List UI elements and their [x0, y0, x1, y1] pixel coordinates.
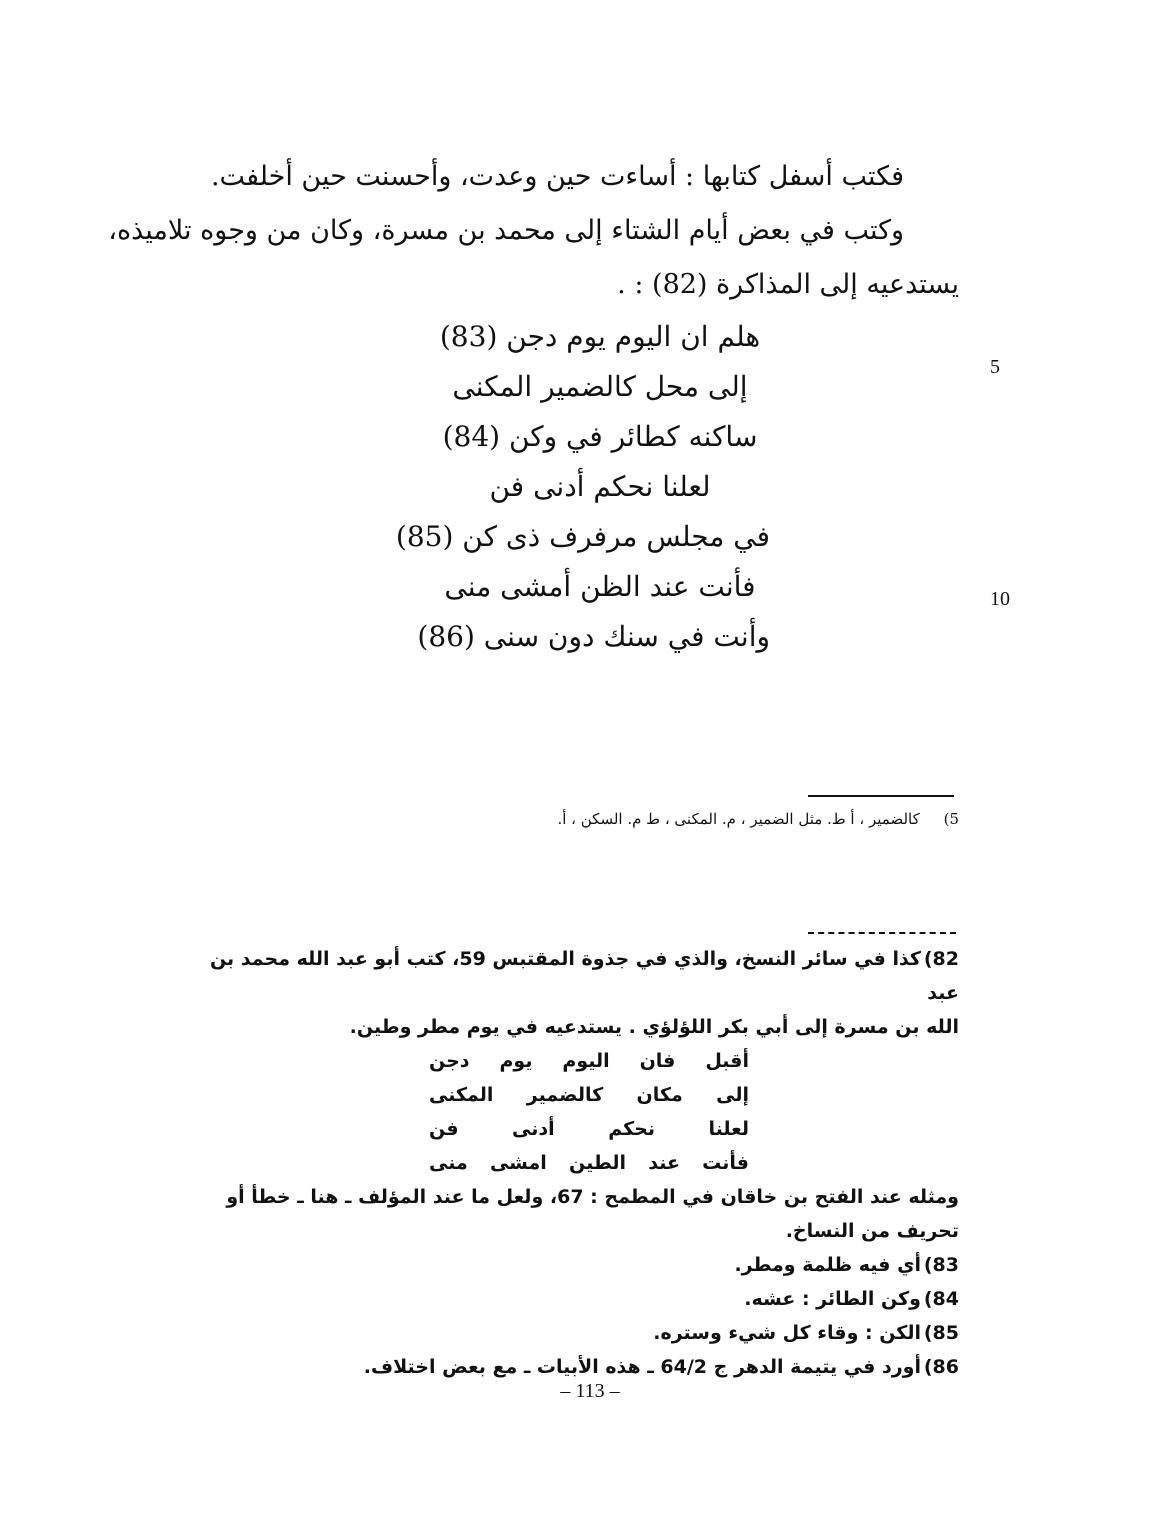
footnote-82-line-2: الله بن مسرة إلى أبي بكر اللؤلؤي . يستدعيه في يوم مطر وطين. [349, 1016, 959, 1038]
variant-note [439, 810, 959, 828]
poem-verse: في مجلس مرفرف ذى كن (85) [395, 520, 770, 553]
footnotes-divider [808, 932, 956, 934]
footnote-text: كذا في سائر النسخ، والذي في جذوة المقتبس 59، كتب أبو عبد الله محمد بن عبد [209, 948, 959, 1004]
footnote-82-after-2: تحريف من النساخ. [785, 1220, 959, 1242]
poem-verse: فأنت عند الظن أمشى منى [444, 570, 756, 603]
footnote-number: 84) [923, 1288, 959, 1310]
footnote-86 [209, 1350, 959, 1384]
poem-verse: ساكنه كطائر في وكن (84) [442, 420, 758, 453]
main-text [108, 150, 959, 312]
paragraph-2-line-2: يستدعيه إلى المذاكرة (82) : . [617, 269, 959, 300]
poem-verse: هلم ان اليوم يوم دجن (83) [439, 320, 761, 353]
footnote-82-verses [429, 1044, 749, 1180]
variant-note-text: كالضمير ، أ ط. مثل الضمير ، م. المكنى ، ط م. السكن ، أ. [557, 810, 920, 828]
poem-verse: لعلنا نحكم أدنى فن [489, 470, 711, 503]
footnote-text: أورد في يتيمة الدهر ج 64/2 ـ هذه الأبيات ـ مع بعض اختلاف. [363, 1356, 921, 1378]
footnote-verse: لعلنا نحكم أدنى فن [429, 1118, 749, 1140]
paragraph-1: فكتب أسفل كتابها : أساءت حين وعدت، وأحسنت حين أخلفت. [210, 161, 904, 192]
variant-divider [808, 795, 954, 797]
footnote-84 [209, 1282, 959, 1316]
footnote-82-after-1: ومثله عند الفتح بن خاقان في المطمح : 67، ولعل ما عند المؤلف ـ هنا ـ خطأ أو [226, 1186, 959, 1208]
footnote-verse: فأنت عند الطين امشى منى [429, 1152, 749, 1174]
footnote-number: 86) [923, 1356, 959, 1378]
footnote-85 [209, 1316, 959, 1350]
footnotes [209, 942, 959, 1384]
footnote-83 [209, 1248, 959, 1282]
footnote-text: وكن الطائر : عشه. [744, 1288, 921, 1310]
footnote-text: أي فيه ظلمة ومطر. [734, 1254, 921, 1276]
footnote-number: 83) [923, 1254, 959, 1276]
footnote-82 [209, 942, 959, 1010]
page-number: – 113 – [560, 1380, 620, 1402]
footnote-number: 85) [923, 1322, 959, 1344]
paragraph-2-line-1: وكتب في بعض أيام الشتاء إلى محمد بن مسرة، وكان من وجوه تلاميذه، [108, 215, 904, 246]
variant-note-number: 5) [943, 810, 959, 828]
poem-verse: إلى محل كالضمير المكنى [452, 370, 748, 403]
poem [395, 312, 770, 662]
line-number-5: 5 [990, 356, 1000, 378]
footnote-text: الكن : وقاء كل شيء وستره. [653, 1322, 921, 1344]
footnote-verse: إلى مكان كالضمير المكنى [429, 1084, 749, 1106]
poem-verse: وأنت في سنك دون سنى (86) [417, 620, 770, 653]
footnote-number: 82) [923, 948, 959, 970]
footnote-verse: أقبل فان اليوم يوم دجن [429, 1050, 749, 1072]
line-number-10: 10 [990, 588, 1010, 610]
